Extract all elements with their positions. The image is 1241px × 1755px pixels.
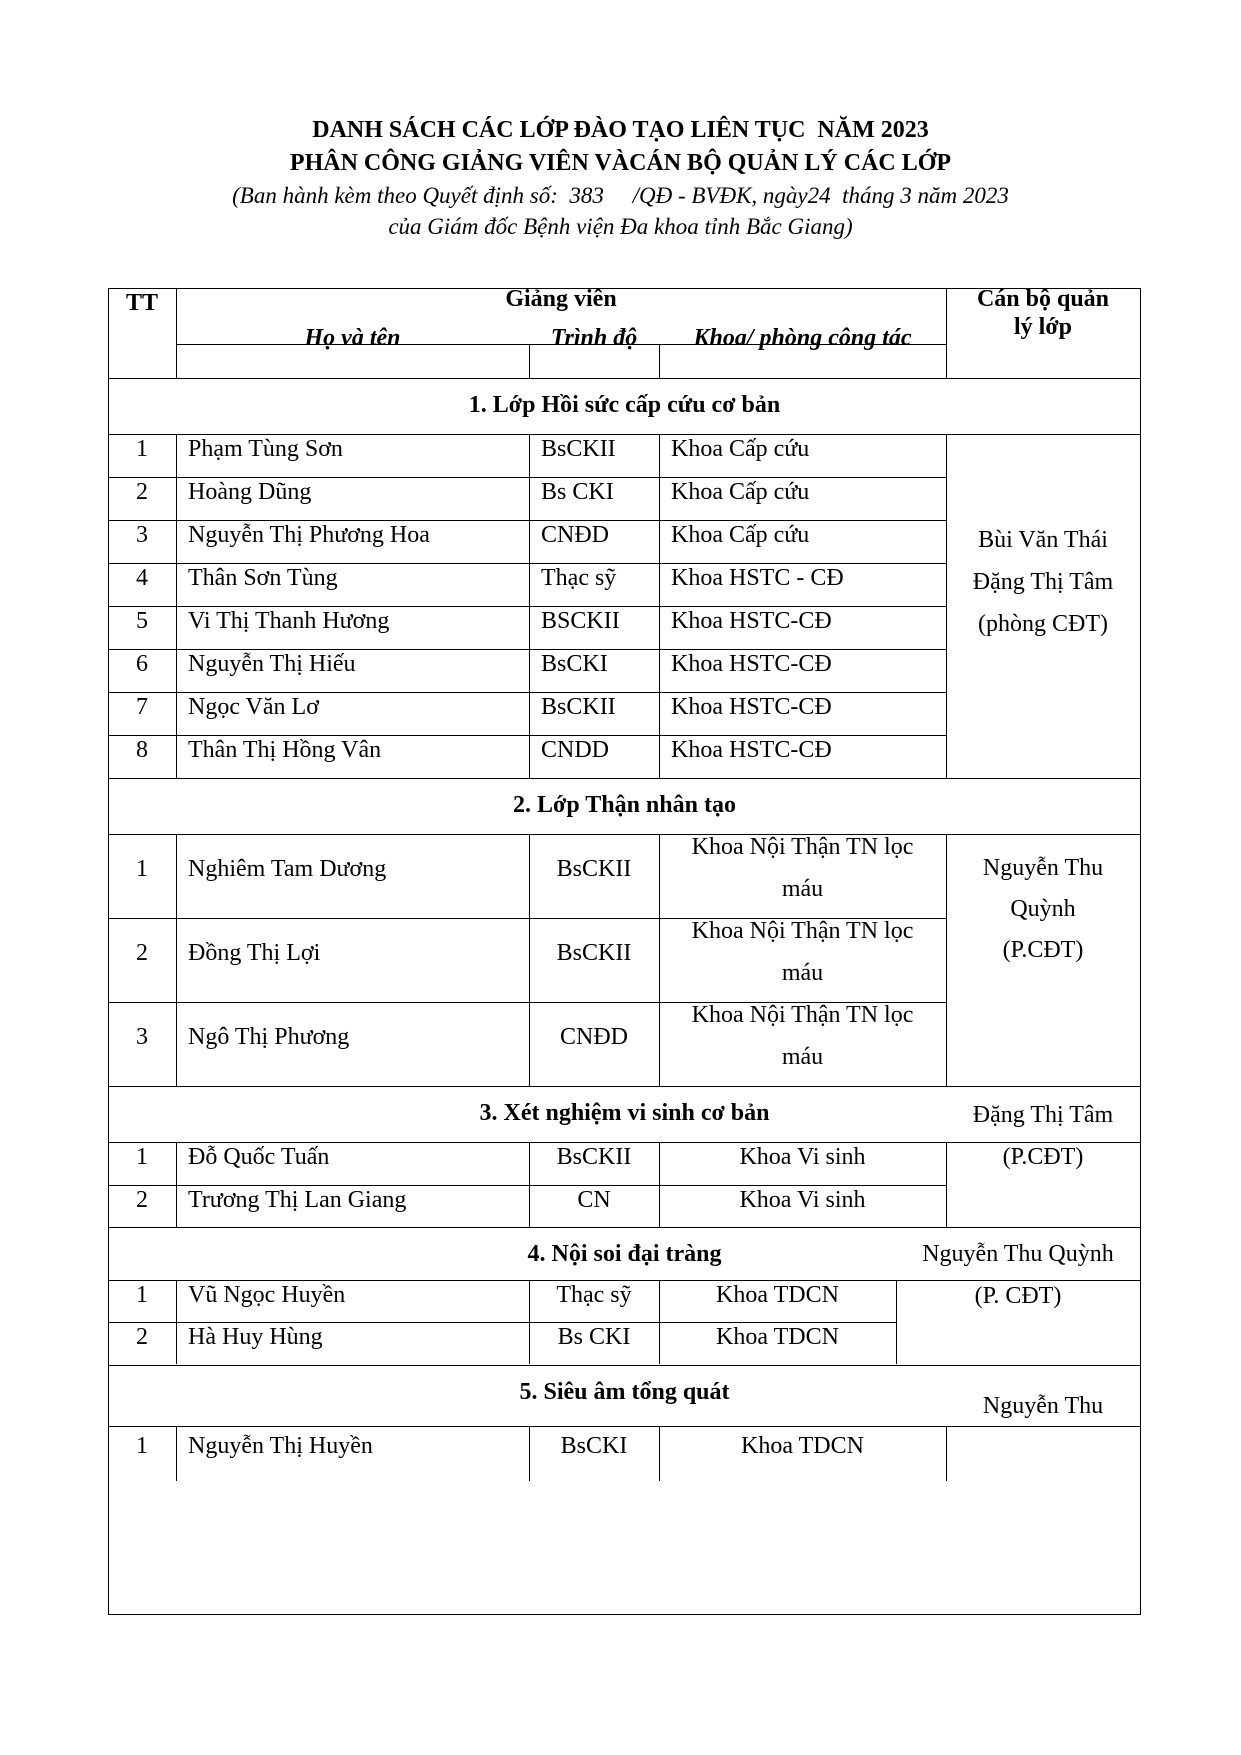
section-title: 3. Xét nghiệm vi sinh cơ bản bbox=[479, 1100, 770, 1126]
teacher-name: Thân Thị Hồng Vân bbox=[188, 737, 382, 763]
section-divider bbox=[108, 778, 1141, 779]
row-number: 1 bbox=[136, 1282, 148, 1308]
class-manager: Nguyễn Thu bbox=[982, 855, 1104, 881]
teacher-level: BsCKII bbox=[556, 1144, 632, 1170]
section-divider bbox=[108, 1426, 1141, 1427]
teacher-name: Hoàng Dũng bbox=[188, 479, 312, 505]
section-divider bbox=[108, 834, 1141, 835]
teacher-level: CNĐD bbox=[559, 1024, 628, 1050]
row-number: 3 bbox=[136, 522, 148, 548]
column-header-khoa: Khoa/ phòng công tác bbox=[693, 325, 912, 351]
assignment-table bbox=[108, 288, 1141, 1615]
class-manager: Bùi Văn Thái bbox=[978, 527, 1108, 553]
section-title: 1. Lớp Hồi sức cấp cứu cơ bản bbox=[468, 392, 781, 418]
decision-reference: (Ban hành kèm theo Quyết định số: 383 /QĐ - BVĐK, ngày24 tháng 3 năm 2023 bbox=[232, 183, 1009, 208]
class-manager: Đặng Thị Tâm bbox=[972, 1102, 1114, 1128]
manager-column-divider bbox=[946, 434, 947, 778]
section-divider bbox=[108, 378, 1141, 379]
row-divider bbox=[108, 692, 946, 693]
teacher-level: CN bbox=[577, 1187, 611, 1213]
teacher-level: CNĐD bbox=[541, 522, 610, 548]
column-header-tt: TT bbox=[125, 290, 158, 316]
section-divider bbox=[108, 1227, 1141, 1228]
row-divider bbox=[108, 1185, 946, 1186]
row-number: 7 bbox=[136, 694, 148, 720]
row-number: 2 bbox=[136, 1324, 148, 1350]
teacher-name: Nghiêm Tam Dương bbox=[188, 856, 387, 882]
column-divider bbox=[176, 834, 177, 1086]
class-manager: (P.CĐT) bbox=[1002, 937, 1084, 963]
section-divider bbox=[108, 1142, 1141, 1143]
row-divider bbox=[108, 649, 946, 650]
teacher-department: Khoa TDCN bbox=[741, 1433, 864, 1459]
teacher-level: BsCKII bbox=[556, 940, 632, 966]
class-manager: (P. CĐT) bbox=[974, 1283, 1062, 1309]
teacher-department: Khoa HSTC-CĐ bbox=[671, 737, 832, 763]
section-divider bbox=[108, 1086, 1141, 1087]
teacher-department: Khoa Cấp cứu bbox=[671, 522, 810, 548]
teacher-level: Thạc sỹ bbox=[556, 1282, 632, 1308]
section-divider bbox=[108, 1365, 1141, 1366]
class-manager: (phòng CĐT) bbox=[978, 611, 1108, 637]
column-header-giang-vien: Giảng viên bbox=[505, 286, 617, 312]
teacher-department: Khoa Cấp cứu bbox=[671, 436, 810, 462]
section-title: 5. Siêu âm tổng quát bbox=[519, 1379, 730, 1405]
row-number: 2 bbox=[136, 940, 148, 966]
row-divider bbox=[108, 606, 946, 607]
column-header-trinh-do: Trình độ bbox=[550, 325, 638, 351]
teacher-level: BSCKII bbox=[541, 608, 620, 634]
teacher-level: BsCKII bbox=[541, 436, 616, 462]
row-number: 1 bbox=[136, 1144, 148, 1170]
teacher-name: Đồng Thị Lợi bbox=[188, 940, 321, 966]
row-number: 6 bbox=[136, 651, 148, 677]
row-number: 2 bbox=[136, 479, 148, 505]
teacher-department: máu bbox=[781, 960, 824, 986]
column-divider bbox=[176, 1426, 177, 1481]
column-header-can-bo: lý lớp bbox=[1014, 314, 1072, 340]
teacher-department: Khoa HSTC-CĐ bbox=[671, 608, 832, 634]
document-subtitle: PHÂN CÔNG GIẢNG VIÊN VÀCÁN BỘ QUẢN LÝ CÁC LỚP bbox=[289, 150, 952, 176]
teacher-level: BsCKII bbox=[556, 856, 632, 882]
row-number: 1 bbox=[136, 856, 148, 882]
teacher-level: BsCKII bbox=[541, 694, 616, 720]
teacher-name: Nguyễn Thị Hiếu bbox=[188, 651, 356, 677]
column-header-ho-ten: Họ và tên bbox=[304, 325, 401, 351]
teacher-department: Khoa Vi sinh bbox=[739, 1144, 866, 1170]
teacher-department: máu bbox=[781, 1044, 824, 1070]
row-divider bbox=[108, 563, 946, 564]
teacher-level: BsCKI bbox=[541, 651, 608, 677]
teacher-name: Nguyễn Thị Phương Hoa bbox=[188, 522, 430, 548]
document-title: DANH SÁCH CÁC LỚP ĐÀO TẠO LIÊN TỤC NĂM 2023 bbox=[312, 117, 929, 143]
issuer-line: của Giám đốc Bệnh viện Đa khoa tỉnh Bắc Giang) bbox=[388, 214, 853, 239]
table-bottom-border bbox=[108, 1614, 1141, 1615]
row-divider bbox=[108, 735, 946, 736]
manager-column-divider bbox=[946, 1426, 947, 1481]
row-number: 5 bbox=[136, 608, 148, 634]
class-manager: Nguyễn Thu bbox=[982, 1393, 1104, 1419]
row-divider bbox=[108, 520, 946, 521]
teacher-department: Khoa Cấp cứu bbox=[671, 479, 810, 505]
teacher-department: Khoa Vi sinh bbox=[739, 1187, 866, 1213]
section-divider bbox=[108, 1280, 1141, 1281]
teacher-department: Khoa TDCN bbox=[716, 1324, 839, 1350]
row-number: 4 bbox=[136, 565, 148, 591]
row-number: 3 bbox=[136, 1024, 148, 1050]
class-manager: Quỳnh bbox=[1010, 896, 1076, 922]
row-divider bbox=[108, 477, 946, 478]
teacher-name: Vũ Ngọc Huyền bbox=[188, 1282, 346, 1308]
teacher-department: Khoa TDCN bbox=[716, 1282, 839, 1308]
teacher-department: Khoa Nội Thận TN lọc bbox=[691, 918, 914, 944]
section-title: 4. Nội soi đại tràng bbox=[527, 1241, 722, 1267]
teacher-name: Hà Huy Hùng bbox=[188, 1324, 323, 1350]
teacher-level: Thạc sỹ bbox=[541, 565, 617, 591]
class-manager: (P.CĐT) bbox=[1002, 1144, 1084, 1170]
teacher-name: Nguyễn Thị Huyền bbox=[188, 1433, 373, 1459]
section-title: 2. Lớp Thận nhân tạo bbox=[513, 792, 736, 818]
teacher-department: Khoa HSTC-CĐ bbox=[671, 694, 832, 720]
table-right-border bbox=[1140, 288, 1141, 1615]
teacher-name: Đỗ Quốc Tuấn bbox=[188, 1144, 330, 1170]
teacher-department: Khoa Nội Thận TN lọc bbox=[691, 834, 914, 860]
teacher-name: Ngọc Văn Lơ bbox=[188, 694, 319, 720]
column-header-can-bo: Cán bộ quản bbox=[976, 286, 1110, 312]
teacher-department: Khoa HSTC - CĐ bbox=[671, 565, 844, 591]
teacher-level: CNDD bbox=[541, 737, 610, 763]
row-divider bbox=[108, 1322, 896, 1323]
row-number: 8 bbox=[136, 737, 148, 763]
class-manager: Nguyễn Thu Quỳnh bbox=[922, 1241, 1114, 1267]
row-number: 1 bbox=[136, 1433, 148, 1459]
teacher-name: Thân Sơn Tùng bbox=[188, 565, 338, 591]
teacher-department: Khoa HSTC-CĐ bbox=[671, 651, 832, 677]
teacher-level: Bs CKI bbox=[557, 1324, 631, 1350]
teacher-name: Vi Thị Thanh Hương bbox=[188, 608, 390, 634]
teacher-department: Khoa Nội Thận TN lọc bbox=[691, 1002, 914, 1028]
teacher-level: Bs CKI bbox=[541, 479, 614, 505]
teacher-name: Trương Thị Lan Giang bbox=[188, 1187, 407, 1213]
teacher-level: BsCKI bbox=[560, 1433, 628, 1459]
teacher-name: Phạm Tùng Sơn bbox=[188, 436, 343, 462]
class-manager: Đặng Thị Tâm bbox=[972, 569, 1114, 595]
row-number: 2 bbox=[136, 1187, 148, 1213]
row-number: 1 bbox=[136, 436, 148, 462]
teacher-name: Ngô Thị Phương bbox=[188, 1024, 350, 1050]
teacher-department: máu bbox=[781, 876, 824, 902]
section-divider bbox=[108, 434, 1141, 435]
